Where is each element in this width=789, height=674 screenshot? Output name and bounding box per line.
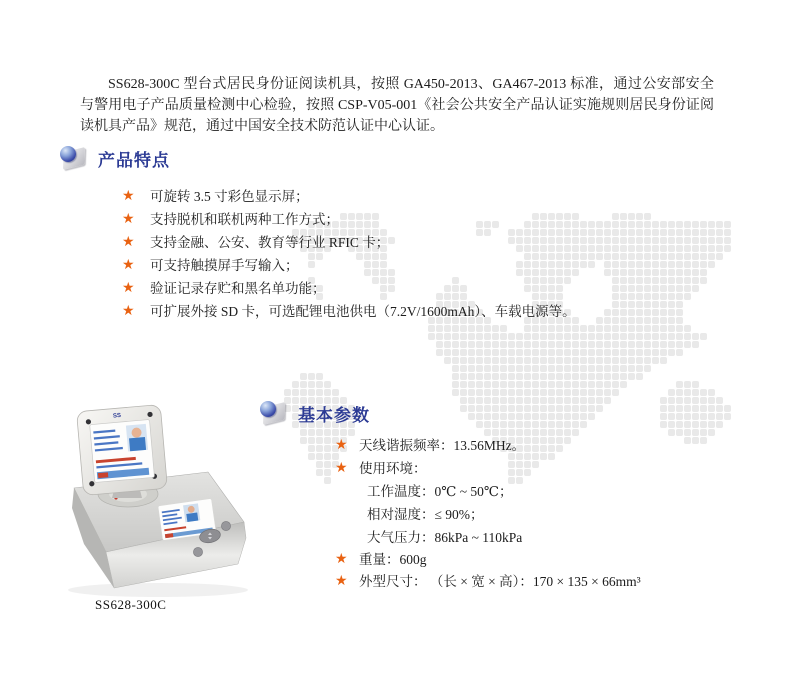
feature-item: ★ 可旋转 3.5 寸彩色显示屏； bbox=[122, 188, 309, 204]
feature-item: ★ 支持脱机和联机两种工作方式； bbox=[122, 211, 339, 227]
intro-paragraph: SS628-300C 型台式居民身份证阅读机具，按照 GA450-2013、GA467-2013 标准，通过公安部安全与警用电子产品质量检测中心检验，按照 CSP-V05-001《社会公共安全产品认证实施规则居民身份证阅读机具产品》规范，通过中国安全技术防范认证中心认证。 bbox=[80, 77, 714, 134]
star-bullet-icon: ★ bbox=[122, 303, 135, 319]
star-bullet-icon: ★ bbox=[335, 551, 348, 567]
star-bullet-icon: ★ bbox=[335, 437, 348, 453]
params-section-title: 基本参数 bbox=[298, 405, 370, 425]
features-section-title: 产品特点 bbox=[98, 150, 170, 170]
feature-item: ★ 可扩展外接 SD 卡，可选配锂电池供电（7.2V/1600mAh）、车载电源等。 bbox=[122, 303, 576, 319]
star-bullet-icon: ★ bbox=[122, 280, 135, 296]
star-bullet-icon: ★ bbox=[335, 460, 348, 476]
star-bullet-icon: ★ bbox=[122, 234, 135, 250]
globe-document-icon bbox=[57, 143, 89, 173]
param-row: 工作温度：0℃ ~ 50℃； bbox=[367, 484, 513, 499]
param-row: 大气压力：86kPa ~ 110kPa bbox=[367, 530, 523, 545]
brand-logo: SS bbox=[112, 412, 122, 420]
product-caption: SS628-300C bbox=[95, 597, 167, 612]
param-row: ★ 天线谐振频率：13.56MHz。 bbox=[335, 437, 526, 453]
star-bullet-icon: ★ bbox=[122, 211, 135, 227]
param-row: ★ 重量：600g bbox=[335, 551, 427, 567]
star-bullet-icon: ★ bbox=[122, 188, 135, 204]
display-screen bbox=[76, 404, 167, 495]
param-row: 相对湿度：≤ 90%； bbox=[367, 507, 484, 522]
feature-item: ★ 可支持触摸屏手写输入； bbox=[122, 257, 299, 273]
product-photo bbox=[58, 402, 258, 598]
params-section-header bbox=[257, 398, 370, 428]
star-bullet-icon: ★ bbox=[122, 257, 135, 273]
features-section-header bbox=[57, 143, 170, 173]
param-row: ★ 外型尺寸： （长 × 宽 × 高）：170 × 135 × 66mm³ bbox=[335, 573, 641, 589]
feature-item: ★ 验证记录存贮和黑名单功能； bbox=[122, 280, 326, 296]
feature-item: ★ 支持金融、公安、教育等行业 RFIC 卡； bbox=[122, 234, 390, 250]
param-row: ★ 使用环境： bbox=[335, 460, 427, 476]
globe-document-icon bbox=[257, 398, 289, 428]
star-bullet-icon: ★ bbox=[335, 573, 348, 589]
